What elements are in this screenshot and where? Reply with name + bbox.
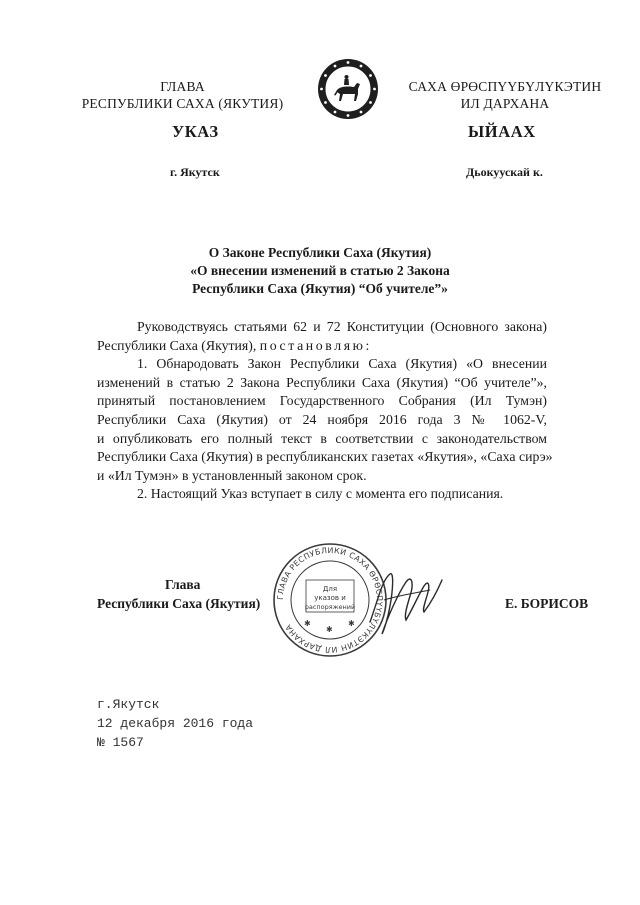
city-sakha: Дьокуускай к. — [466, 165, 543, 179]
item1-line5: и опубликовать его полный текст в соответствии с законодательством — [97, 430, 547, 446]
signature-position — [97, 575, 260, 613]
title-line2: «О внесении изменений в статью 2 Закона — [190, 263, 450, 278]
coat-of-arms-emblem — [316, 57, 380, 121]
item1-line2: изменений в статью 2 Закона Республики Саха (Якутия) “Об учителе”», — [97, 374, 547, 390]
item1-line7: и «Ил Тумэн» в установленный законом срок. — [97, 467, 367, 483]
signatory-name: Е. БОРИСОВ — [505, 596, 589, 611]
item1-line6: Республики Саха (Якутия) в республиканских газетах «Якутия», «Саха сирэ» — [97, 449, 553, 465]
svg-text:✱: ✱ — [304, 619, 311, 628]
header-left — [60, 78, 305, 112]
intro-line2-text: Республики Саха (Якутия), — [97, 337, 260, 353]
header-right — [390, 78, 620, 112]
intro-line1: Руководствуясь статьями 62 и 72 Конституции (Основного закона) — [137, 319, 547, 334]
signature-position-line1: Глава — [165, 577, 201, 592]
header-right-line1: САХА ӨРӨСПҮҮБҮЛҮКЭТИН — [408, 79, 602, 94]
doc-type-sakha: ЫЙААХ — [468, 122, 536, 141]
handwritten-signature — [360, 560, 450, 640]
item2: 2. Настоящий Указ вступает в силу с момента его подписания. — [137, 486, 504, 502]
seal-ring-text: ГЛАВА РЕСПУБЛИКИ САХА ӨРӨСПҮҮБҮЛҮКЭТИН ИЛ ДАРХАНА — [275, 545, 385, 655]
registration-block — [97, 695, 253, 752]
title-line3: Республики Саха (Якутия) “Об учителе”» — [192, 281, 448, 296]
svg-text:✱: ✱ — [348, 619, 355, 628]
header-left-line1: ГЛАВА — [160, 79, 205, 94]
intro-line2 — [97, 337, 547, 356]
seal-center-line1: Для — [322, 585, 338, 593]
document-body — [97, 318, 553, 504]
seal-center-line2: указов и — [314, 594, 346, 602]
title-line1: О Законе Республики Саха (Якутия) — [208, 245, 432, 260]
item1-line3: принятый постановлением Государственного Собрания (Ил Тумэн) — [97, 393, 547, 409]
item1-line4: Республики Саха (Якутия) от 24 ноября 2016 года 3 № 1062-V, — [97, 411, 547, 427]
document-title — [110, 244, 530, 298]
registration-city: г.Якутск — [97, 697, 160, 712]
registration-date: 12 декабря 2016 года — [97, 716, 254, 731]
intro-decree-word: постановляю: — [259, 337, 372, 353]
item1-line1: 1. Обнародовать Закон Республики Саха (Якутия) «О внесении — [137, 356, 547, 372]
header-right-line2: ИЛ ДАРХАНА — [460, 96, 550, 111]
signature-position-line2: Республики Саха (Якутия) — [97, 596, 261, 611]
seal-center-line3: распоряжений — [304, 603, 356, 611]
seal-star-marks — [304, 619, 355, 634]
city-ru: г. Якутск — [170, 165, 220, 179]
header-left-line2: РЕСПУБЛИКИ САХА (ЯКУТИЯ) — [81, 96, 284, 111]
registration-number: № 1567 — [97, 735, 144, 750]
doc-type-ru: УКАЗ — [172, 122, 219, 141]
svg-text:✱: ✱ — [326, 625, 333, 634]
